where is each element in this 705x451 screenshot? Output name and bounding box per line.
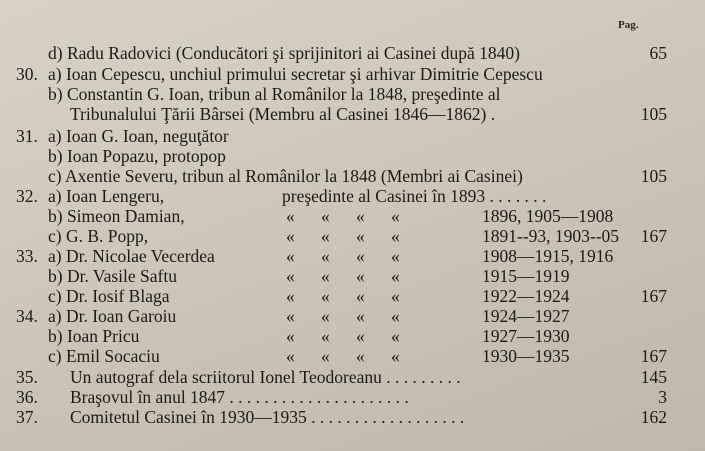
list-item: [0, 366, 705, 388]
entry-text: a) Ioan Lengeru,: [48, 186, 165, 206]
entry-number: 35.: [16, 367, 38, 387]
entry-text: Braşovul în anul 1847 . . . . . . . . . . . . . . . . . . . . .: [70, 387, 409, 407]
ditto-marks: « « « «: [286, 266, 400, 286]
page-number: 105: [640, 104, 667, 124]
ditto-marks: « « « «: [286, 206, 400, 226]
ditto-marks: « « « «: [286, 286, 400, 306]
list-item: [0, 406, 705, 428]
list-item: [0, 386, 705, 408]
entry-number: 34.: [16, 306, 38, 326]
entry-years: 1927—1930: [482, 326, 570, 346]
entry-number: 31.: [16, 126, 38, 146]
entry-text: Comitetul Casinei în 1930—1935 . . . . . . . . . . . . . . . . . .: [70, 407, 465, 427]
entry-text: c) G. B. Popp,: [48, 226, 149, 246]
entry-text: d) Radu Radovici (Conducători şi sprijinitori ai Casinei după 1840): [48, 43, 520, 63]
page-number: 162: [640, 407, 667, 427]
entry-text: b) Dr. Vasile Saftu: [48, 266, 177, 286]
list-item: [0, 305, 705, 327]
entry-text: b) Simeon Damian,: [48, 206, 185, 226]
page-number: 167: [640, 346, 667, 366]
entry-years: 1924—1927: [482, 306, 570, 326]
page-column-label: Pag.: [618, 19, 639, 31]
entry-number: 36.: [16, 387, 38, 407]
entry-number: 32.: [16, 186, 38, 206]
list-item: [0, 103, 705, 125]
entry-text: b) Ioan Pricu: [48, 326, 140, 346]
list-item: [0, 63, 705, 85]
entry-text: c) Dr. Iosif Blaga: [48, 286, 170, 306]
entry-years: 1930—1935: [482, 346, 570, 366]
entry-text: a) Ioan Cepescu, unchiul primului secretar şi arhivar Dimitrie Cepescu: [48, 64, 543, 84]
page-number: 3: [658, 387, 667, 407]
ditto-marks: « « « «: [286, 326, 400, 346]
list-item: [0, 185, 705, 207]
list-item: [0, 345, 705, 367]
ditto-marks: « « « «: [286, 306, 400, 326]
entry-number: 33.: [16, 246, 38, 266]
entry-text: b) Ioan Popazu, protopop: [48, 146, 226, 166]
list-item: [0, 325, 705, 347]
entry-years: 1896, 1905—1908: [482, 206, 614, 226]
list-item: [0, 205, 705, 227]
entry-text: Tribunalului Ţării Bârsei (Membru al Casinei 1846—1862) .: [70, 104, 496, 124]
page-number: 167: [640, 226, 667, 246]
page-number: 145: [640, 367, 667, 387]
entry-text: a) Dr. Ioan Garoiu: [48, 306, 177, 326]
entry-years: 1915—1919: [482, 266, 570, 286]
entry-role: preşedinte al Casinei în 1893 . . . . . . .: [282, 186, 547, 206]
page-number: 167: [640, 286, 667, 306]
list-item: [0, 83, 705, 105]
page-number: 65: [649, 43, 667, 63]
entry-years: 1891--93, 1903--05: [482, 226, 620, 246]
list-item: [0, 42, 705, 64]
ditto-marks: « « « «: [286, 346, 400, 366]
entry-text: Un autograf dela scriitorul Ionel Teodoreanu . . . . . . . . .: [70, 367, 461, 387]
list-item: [0, 225, 705, 247]
entry-text: b) Constantin G. Ioan, tribun al Românilor la 1848, preşedinte al: [48, 84, 501, 104]
list-item: [0, 125, 705, 147]
ditto-marks: « « « «: [286, 226, 400, 246]
list-item: [0, 285, 705, 307]
entry-text: c) Axentie Severu, tribun al Românilor la 1848 (Membri ai Casinei): [48, 166, 523, 186]
entry-text: a) Dr. Nicolae Vecerdea: [48, 246, 215, 266]
ditto-marks: « « « «: [286, 246, 400, 266]
entry-number: 30.: [16, 64, 38, 84]
entry-years: 1922—1924: [482, 286, 570, 306]
entry-years: 1908—1915, 1916: [482, 246, 614, 266]
entry-text: c) Emil Socaciu: [48, 346, 160, 366]
list-item: [0, 265, 705, 287]
entry-number: 37.: [16, 407, 38, 427]
list-item: [0, 245, 705, 267]
entry-text: a) Ioan G. Ioan, neguţător: [48, 126, 229, 146]
page-number: 105: [640, 166, 667, 186]
list-item: [0, 165, 705, 187]
list-item: [0, 145, 705, 167]
